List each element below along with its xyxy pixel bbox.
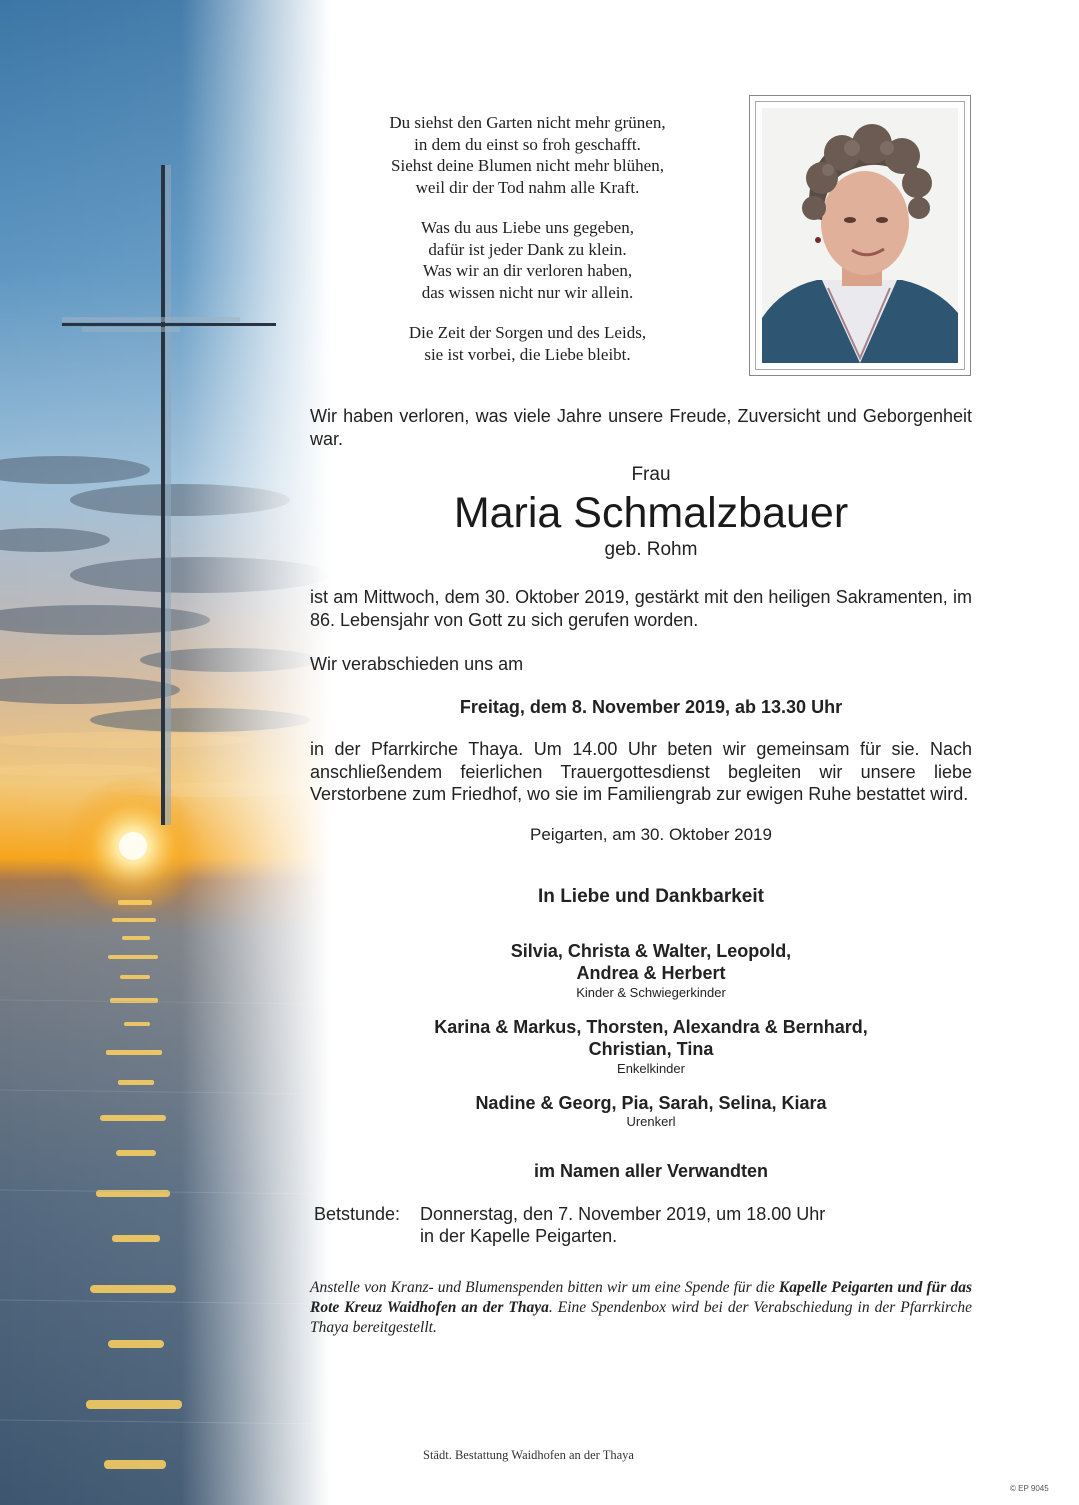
maiden-name: geb. Rohm: [604, 538, 698, 560]
mourner-names: Andrea & Herbert: [576, 963, 726, 983]
place-date: Peigarten, am 30. Oktober 2019: [530, 824, 772, 844]
donation-text: Anstelle von Kranz- und Blumenspenden bitten wir um eine Spende für die: [310, 1278, 779, 1296]
poem-line: Was wir an dir verloren haben,: [422, 261, 633, 280]
closing-heading: In Liebe und Dankbarkeit: [538, 886, 764, 907]
prayer-label: Betstunde:: [314, 1203, 401, 1224]
poem-line: in dem du einst so froh geschafft.: [414, 134, 641, 154]
funeral-home: Städt. Bestattung Waidhofen an der Thaya: [423, 1448, 634, 1462]
mourner-names: Karina & Markus, Thorsten, Alexandra & Bernhard,: [434, 1016, 868, 1037]
relatives-line: im Namen aller Verwandten: [533, 1161, 769, 1181]
poem-line: Was du aus Liebe uns gegeben,: [421, 218, 634, 237]
poem-stanza: [340, 322, 715, 365]
document-code: © EP 9045: [1010, 1484, 1049, 1493]
poem-stanza: [340, 112, 715, 198]
mourner-names: Christian, Tina: [588, 1039, 714, 1059]
poem-line: Du siehst den Garten nicht mehr grünen,: [389, 113, 666, 132]
poem-line: das wissen nicht nur wir allein.: [421, 282, 634, 302]
mourner-relation: Enkelkinder: [617, 1060, 685, 1076]
mourner-names: Silvia, Christa & Walter, Leopold,: [510, 940, 792, 961]
death-notice: ist am Mittwoch, dem 30. Oktober 2019, gestärkt mit den heiligen Sakramenten, im 86. Lebensjahr von Gott zu sich gerufen worden.: [310, 587, 972, 630]
farewell-date: Freitag, dem 8. November 2019, ab 13.30 Uhr: [459, 696, 843, 717]
poem-line: dafür ist jeder Dank zu klein.: [428, 239, 627, 259]
mourner-names: Nadine & Georg, Pia, Sarah, Selina, Kiara: [475, 1092, 827, 1113]
obituary-body: [310, 405, 972, 1338]
donation-recipients: Kapelle Peigarten und für das Rote Kreuz Waidhofen an der Thaya: [310, 1278, 973, 1316]
prayer-hour: [310, 1203, 972, 1248]
mourner-group: [330, 1092, 972, 1131]
mourner-relation: Urenkerl: [626, 1114, 676, 1129]
poem-line: sie ist vorbei, die Liebe bleibt.: [424, 344, 631, 364]
mourner-group: [330, 940, 972, 1001]
poem-stanza: [340, 217, 715, 303]
salutation: Frau: [631, 464, 671, 485]
prayer-line: in der Kapelle Peigarten.: [420, 1226, 618, 1246]
ceremony-text: in der Pfarrkirche Thaya. Um 14.00 Uhr beten wir gemeinsam für sie. Nach anschließendem feierlichen Trauergottesdienst begleiten wir unsere liebe Verstorbene zum Friedhof, wo sie im Familiengrab zur ewigen Ruhe bestattet wird.: [310, 739, 972, 804]
portrait-frame: [749, 95, 971, 376]
portrait-photo: [762, 108, 958, 363]
poem-line: Die Zeit der Sorgen und des Leids,: [408, 323, 647, 342]
poem-line: Siehst deine Blumen nicht mehr blühen,: [391, 156, 664, 175]
farewell-intro: Wir verabschieden uns am: [310, 654, 524, 674]
mourner-group: [330, 1016, 972, 1077]
poem: [340, 112, 715, 384]
donation-text: . Eine Spendenbox wird bei der Verabschiedung in der Pfarrkirche Thaya bereitgestellt.: [310, 1298, 972, 1336]
donation-note: [310, 1278, 972, 1338]
cross-icon: [0, 0, 330, 900]
prayer-line: Donnerstag, den 7. November 2019, um 18.00 Uhr: [420, 1203, 826, 1224]
mourner-relation: Kinder & Schwiegerkinder: [576, 984, 726, 1000]
prayer-details: [420, 1203, 825, 1248]
deceased-name: Maria Schmalzbauer: [453, 488, 849, 537]
poem-line: weil dir der Tod nahm alle Kraft.: [415, 177, 640, 197]
intro-text: Wir haben verloren, was viele Jahre unsere Freude, Zuversicht und Geborgenheit war.: [310, 406, 972, 449]
portrait-inner-frame: [755, 101, 965, 370]
